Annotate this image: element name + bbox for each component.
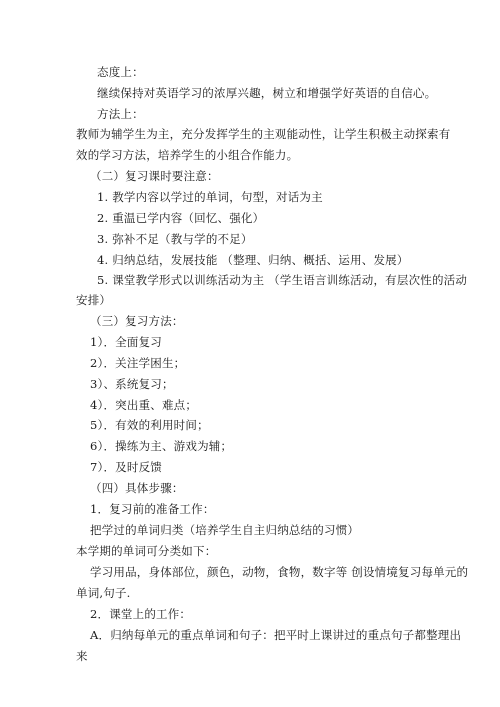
text-line: 继续保持对英语学习的浓厚兴趣，树立和增强学好英语的自信心。 bbox=[97, 86, 437, 100]
text-line: 来 bbox=[76, 649, 88, 663]
list-item: 2. 重温已学内容（回忆、强化） bbox=[97, 211, 265, 225]
text-line: 方法上： bbox=[97, 107, 144, 121]
text-line: 安排） bbox=[76, 293, 112, 307]
list-item: 5. 课堂教学形式以训练活动为主 （学生语言训练活动，有层次性的活动 bbox=[97, 273, 468, 287]
list-item: 4. 归纳总结，发展技能 （整理、归纳、概括、运用、发展） bbox=[97, 253, 409, 267]
section-heading: （四）具体步骤： bbox=[90, 481, 184, 495]
text-line: A．归纳每单元的重点单词和句子：把平时上课讲过的重点句子都整理出 bbox=[90, 628, 462, 642]
text-line: 教师为辅学生为主，充分发挥学生的主观能动性，让学生积极主动探索有 bbox=[76, 127, 451, 141]
list-item: 1．复习前的准备工作： bbox=[90, 502, 215, 516]
list-item: 4）．突出重、难点； bbox=[90, 398, 198, 412]
text-line: 态度上： bbox=[97, 65, 144, 79]
section-heading: （三）复习方法： bbox=[90, 314, 184, 328]
list-item: 7）．及时反馈 bbox=[90, 460, 162, 474]
section-heading: （二）复习课时要注意： bbox=[90, 169, 219, 183]
list-item: 2）．关注学困生； bbox=[90, 356, 186, 370]
list-item: 2．课堂上的工作： bbox=[90, 607, 192, 621]
list-item: 1. 教学内容以学过的单词，句型，对话为主 bbox=[97, 190, 323, 204]
text-line: 把学过的单词归类（培养学生自主归纳总结的习惯） bbox=[90, 523, 360, 537]
text-line: 本学期的单词可分类如下： bbox=[76, 544, 217, 558]
text-line: 效的学习方法，培养学生的小组合作能力。 bbox=[76, 148, 299, 162]
list-item: 3）、系统复习； bbox=[90, 377, 174, 391]
text-line: 学习用品，身体部位，颜色，动物，食物，数字等 创设情境复习每单元的 bbox=[90, 565, 469, 579]
list-item: 5）．有效的利用时间； bbox=[90, 418, 209, 432]
list-item: 6）．操练为主、游戏为辅； bbox=[90, 439, 233, 453]
list-item: 1）．全面复习 bbox=[90, 335, 162, 349]
list-item: 3. 弥补不足（教与学的不足） bbox=[97, 232, 253, 246]
text-line: 单词,句子. bbox=[76, 586, 131, 600]
